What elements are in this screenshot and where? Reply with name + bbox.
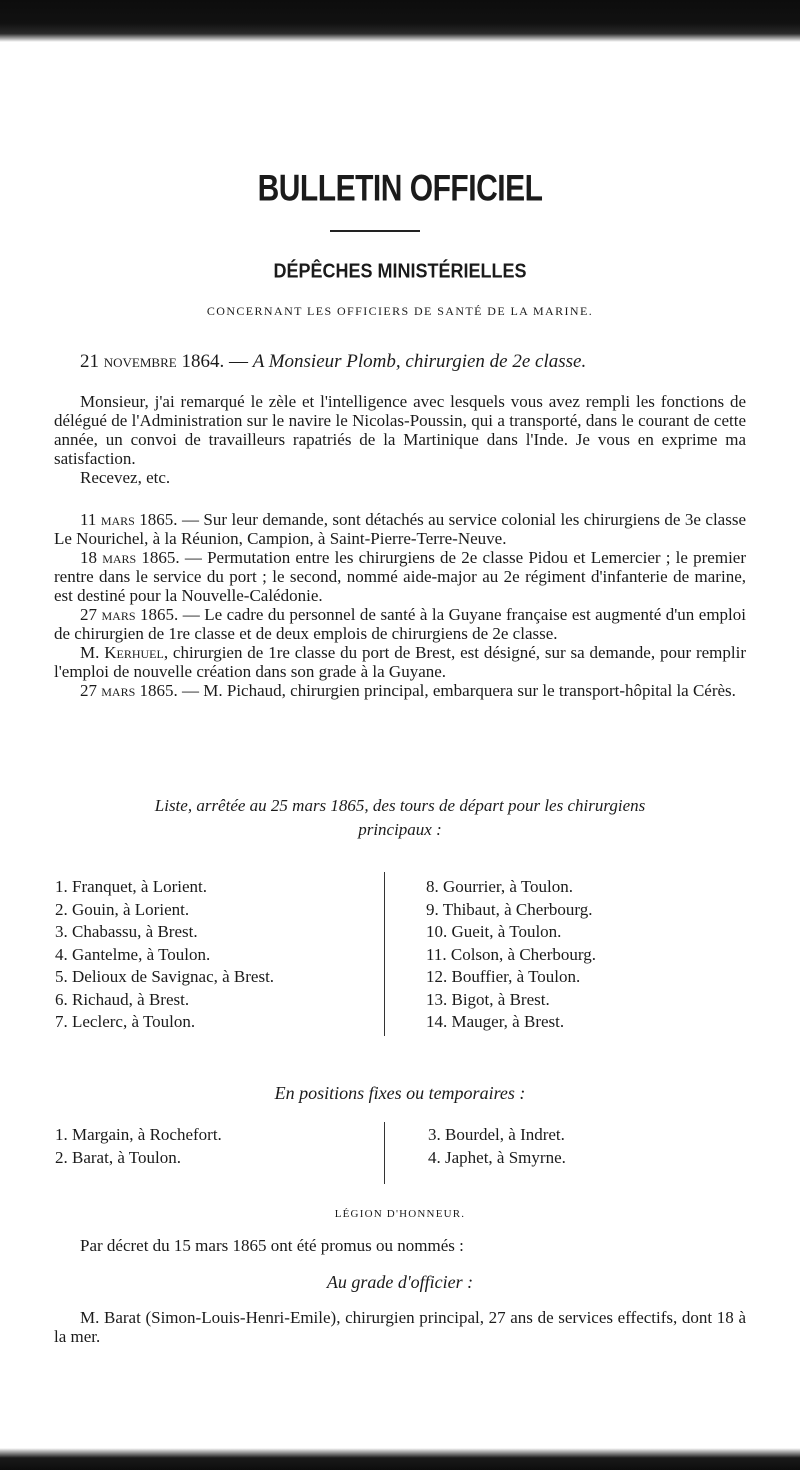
list-item: 11. Colson, à Cherbourg. [426, 944, 596, 964]
entry-text: — Sur leur demande, sont détachés au service colonial les chirurgiens de 3e classe Le Nourichel, à la Réunion, Campion, à Saint-Pierre-Terre-Neuve. [54, 510, 746, 548]
list-item: 3. Chabassu, à Brest. [55, 922, 198, 941]
section-title: DÉPÊCHES MINISTÉRIELLES [273, 259, 527, 282]
entry-paragraph [54, 548, 746, 605]
list-principaux-left [55, 876, 274, 1034]
list-item: 6. Richaud, à Brest. [55, 989, 190, 1009]
legion-entry: M. Barat (Simon-Louis-Henri-Emile), chirurgien principal, 27 ans de services effectifs, dont 18 à la mer. [54, 1308, 746, 1346]
list-item: 13. Bigot, à Brest. [426, 989, 550, 1009]
list-item: 12. Bouffier, à Toulon. [426, 967, 581, 986]
legion-block [54, 1236, 746, 1255]
dispatch-body: Monsieur, j'ai remarqué le zèle et l'intelligence avec lesquels vous avez rempli les fonctions de délégué de l'Administration sur le navire le Nicolas-Poussin, qui a transporté, dans le courant de cette année, un convoi de travailleurs rapatriés de la Martinique dans l'Inde. Je vous en exprime ma satisfaction. [54, 392, 746, 468]
list-item: 1. Margain, à Rochefort. [55, 1125, 222, 1144]
list-item: 2. Gouin, à Lorient. [55, 899, 190, 919]
column-divider [384, 872, 385, 1036]
legion-entry-block [54, 1308, 746, 1346]
list-positions-left [55, 1124, 222, 1169]
list-item: 10. Gueit, à Toulon. [426, 922, 562, 941]
entry-paragraph [54, 605, 746, 643]
entry-text: — Permutation entre les chirurgiens de 2e classe Pidou et Lemercier ; le premier rentre dans le service du port ; le second, nommé aide-major au 2e régiment d'infanterie de marine, est destiné pour la Nouvelle-Calédonie. [54, 548, 746, 605]
list-item: 1. Franquet, à Lorient. [55, 877, 208, 896]
entry-date: 11 mars 1865. [80, 510, 178, 529]
legion-heading: LÉGION D'HONNEUR. [334, 1208, 466, 1220]
dispatch-date: 21 novembre 1864. [80, 351, 225, 372]
entry-date: 18 mars 1865. [80, 548, 180, 567]
list-item: 2. Barat, à Toulon. [55, 1147, 181, 1167]
title-rule [330, 230, 420, 232]
entry-paragraph [54, 681, 746, 700]
legion-decree: Par décret du 15 mars 1865 ont été promus ou nommés : [80, 1236, 464, 1255]
list-item: 14. Mauger, à Brest. [426, 1012, 565, 1031]
page-title: BULLETIN OFFICIEL [257, 168, 543, 210]
list-item: 8. Gourrier, à Toulon. [426, 877, 574, 896]
list-principaux-right [426, 876, 596, 1034]
entry-paragraph [54, 510, 746, 548]
list-heading-principaux: Liste, arrêtée au 25 mars 1865, des tours de départ pour les chirurgiens principaux : [154, 796, 646, 839]
entry-text: — M. Pichaud, chirurgien principal, embarquera sur le transport-hôpital la Cérès. [177, 681, 736, 700]
entry-date: 27 mars 1865. [80, 605, 179, 624]
dispatch-body-block [54, 392, 746, 487]
scan-edge-bottom [0, 1448, 800, 1470]
dispatch-addressee: A Monsieur Plomb, chirurgien de 2e classe. [252, 351, 587, 372]
list-positions-right [428, 1124, 566, 1169]
entry-text: — Le cadre du personnel de santé à la Guyane française est augmenté d'un emploi de chirurgien de 1re classe et de deux emplois de chirurgiens de 2e classe. [54, 605, 747, 643]
entry-date: 27 mars 1865. [80, 681, 178, 700]
entry-date: M. Kerhuel, [80, 643, 169, 662]
legion-grade: Au grade d'officier : [326, 1272, 474, 1292]
dispatch-dash: — [224, 351, 253, 372]
column-divider [384, 1122, 385, 1184]
list-heading-positions: En positions fixes ou temporaires : [274, 1083, 526, 1103]
list-item: 9. Thibaut, à Cherbourg. [426, 899, 593, 919]
entry-paragraph [54, 643, 746, 681]
entry-text: chirurgien de 1re classe du port de Brest, est désigné, sur sa demande, pour remplir l'emploi de nouvelle création dans son grade à la Guyane. [54, 643, 746, 681]
list-item: 4. Japhet, à Smyrne. [428, 1147, 566, 1167]
section-subtitle: CONCERNANT LES OFFICIERS DE SANTÉ DE LA MARINE. [206, 304, 594, 318]
entries-block [54, 510, 746, 700]
list-item: 5. Delioux de Savignac, à Brest. [55, 967, 275, 986]
dispatch-closing: Recevez, etc. [80, 468, 171, 487]
dispatch-dateline [80, 351, 586, 373]
list-item: 4. Gantelme, à Toulon. [55, 944, 211, 964]
list-item: 3. Bourdel, à Indret. [428, 1125, 565, 1144]
list-item: 7. Leclerc, à Toulon. [55, 1012, 196, 1031]
